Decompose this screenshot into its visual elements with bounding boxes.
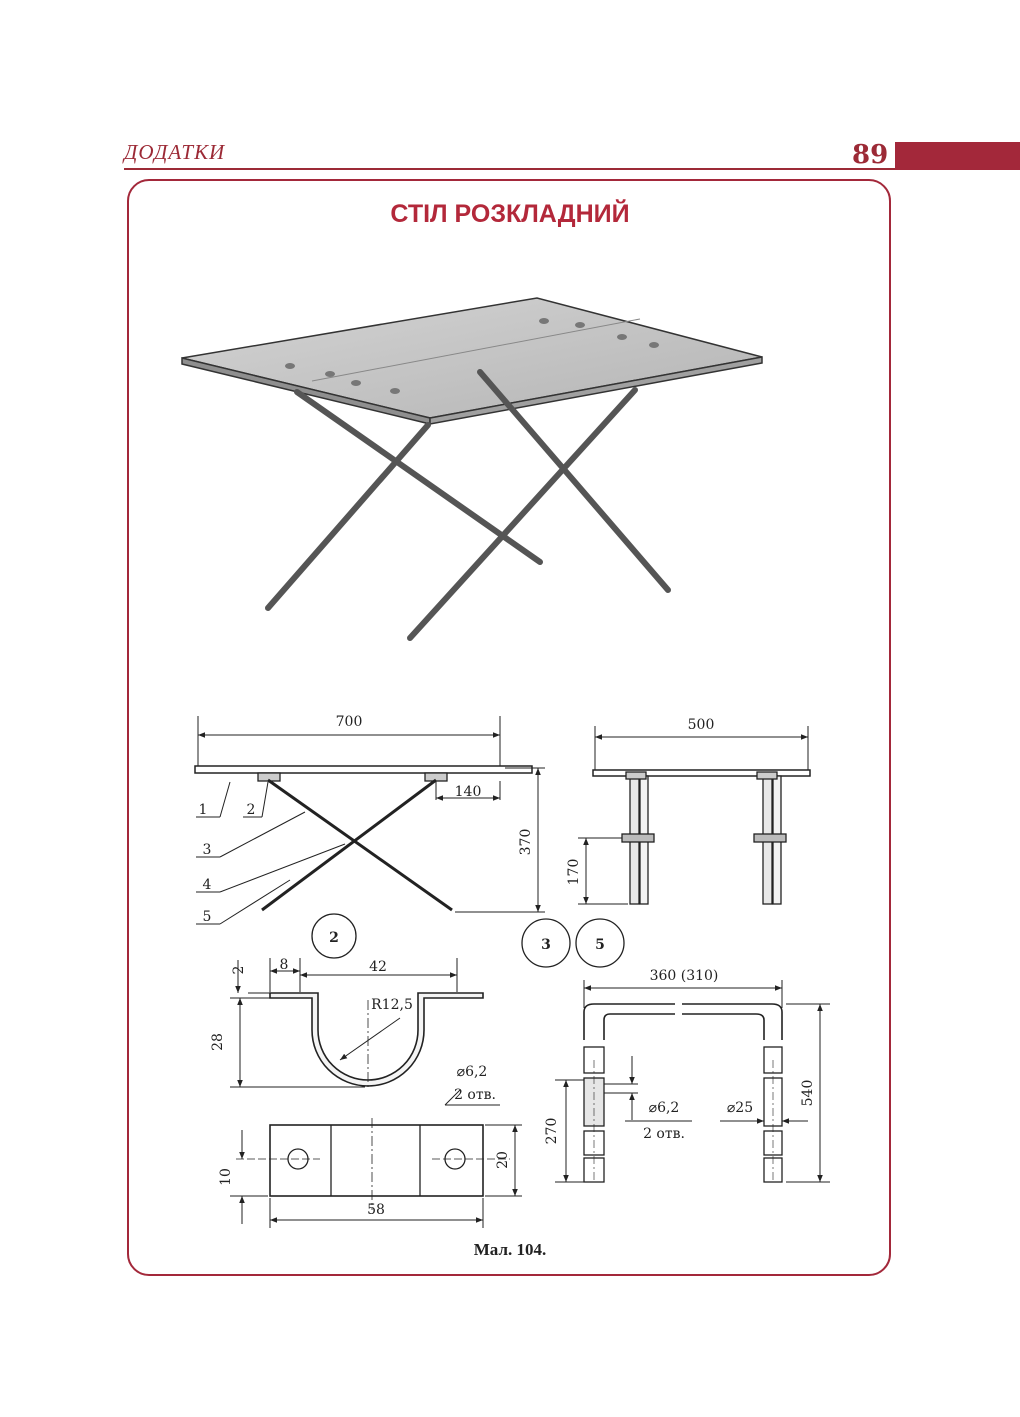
detail-2-callout: 2: [329, 930, 339, 946]
side-width-dim: 500: [687, 717, 715, 733]
detail-3-5-width-dim: 360 (310): [649, 968, 719, 984]
detail-2-height-dim: 28: [210, 1033, 226, 1051]
front-height-dim: 370: [518, 828, 534, 856]
detail-2-thickness-dim: 2: [231, 965, 247, 975]
detail-3-callout: 3: [541, 937, 551, 953]
front-bracket-offset-dim: 140: [454, 784, 482, 800]
part-label-3: 3: [202, 842, 212, 858]
front-bracket-right: [425, 773, 447, 781]
running-head-section: ДОДАТКИ: [124, 140, 226, 164]
side-pivot-height-dim: 170: [566, 858, 582, 886]
table-top: [182, 298, 762, 418]
detail-5-callout: 5: [595, 937, 605, 953]
page-number: 89: [852, 140, 889, 170]
detail-2-width-dim: 20: [495, 1151, 511, 1169]
part-label-1: 1: [198, 802, 208, 818]
side-view: [578, 726, 810, 904]
part-label-2: 2: [246, 802, 256, 818]
detail-3-5-hole-section: [584, 1078, 604, 1126]
detail-2-flange-dim: 8: [279, 957, 289, 973]
side-pivot-right: [754, 834, 786, 842]
detail-2-hole-offset-dim: 10: [218, 1168, 234, 1186]
part-label-4: 4: [202, 877, 212, 893]
detail-3-5-hole-count: 2 отв.: [643, 1126, 685, 1142]
detail-3-5-height-left-dim: 270: [544, 1117, 560, 1145]
detail-3-5-frame: [555, 980, 830, 1182]
part-label-5: 5: [202, 909, 212, 925]
detail-2-span-dim: 42: [369, 959, 387, 975]
side-pivot-left: [622, 834, 654, 842]
table-illustration: [182, 298, 762, 638]
front-width-dim: 700: [335, 714, 363, 730]
front-view: [195, 716, 545, 924]
detail-3-5-tube-dim: ⌀25: [726, 1100, 754, 1116]
page-title: СТІЛ РОЗКЛАДНИЙ: [390, 200, 630, 228]
detail-2-length-dim: 58: [367, 1202, 385, 1218]
detail-3-5-height-right-dim: 540: [800, 1079, 816, 1107]
figure-caption: Мал. 104.: [473, 1240, 547, 1259]
detail-2-radius-dim: R12,5: [371, 997, 413, 1013]
detail-2-hole-dim: ⌀6,2: [456, 1064, 488, 1080]
detail-2-hole-count: 2 отв.: [454, 1087, 496, 1103]
front-tabletop: [195, 766, 532, 773]
detail-3-5-hole-dim: ⌀6,2: [648, 1100, 680, 1116]
